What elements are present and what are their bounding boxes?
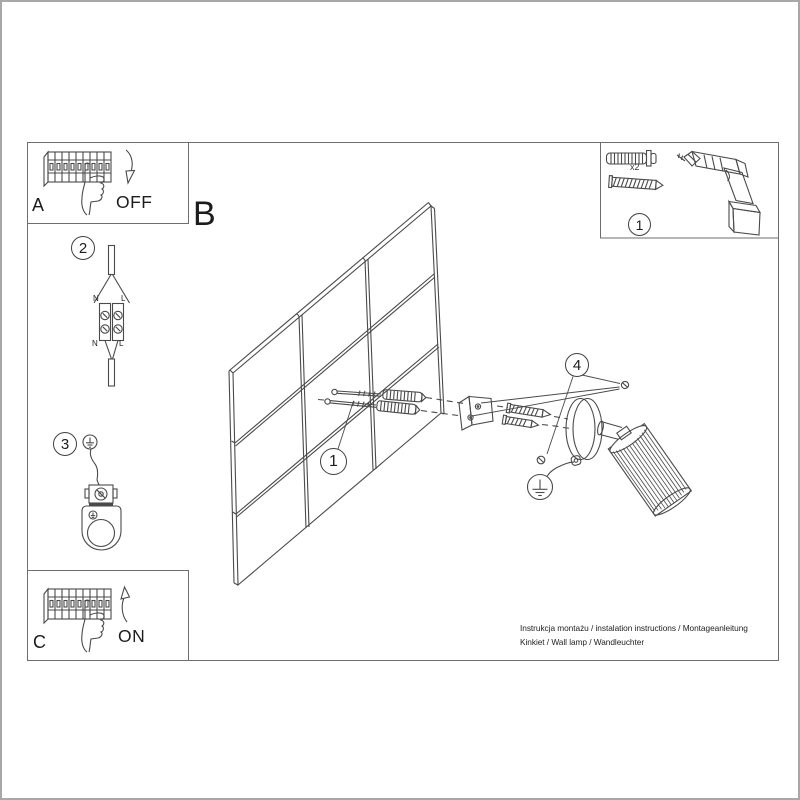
dowel-quantity-label: x2 bbox=[630, 162, 640, 172]
step-badge-wall: 1 bbox=[320, 448, 347, 475]
arrow-down-icon bbox=[126, 150, 135, 183]
ground-symbol-small-icon bbox=[83, 435, 97, 449]
section-frames bbox=[28, 143, 779, 661]
step-badge-parts: 1 bbox=[628, 213, 651, 236]
step-badge-wiring: 2 bbox=[71, 236, 95, 260]
hand-press-on-icon bbox=[82, 600, 104, 652]
step-badge-ground: 3 bbox=[53, 432, 77, 456]
footer-line-2: Kinkiet / Wall lamp / Wandleuchter bbox=[520, 636, 645, 647]
wire-label-l-bottom: L bbox=[119, 339, 124, 348]
step-badge-screws: 4 bbox=[565, 353, 589, 377]
drill-icon bbox=[677, 152, 760, 236]
ground-wire bbox=[90, 449, 99, 485]
hand-press-off-icon bbox=[82, 163, 104, 215]
breaker-panel-off-icon bbox=[44, 152, 111, 186]
wall-dowel-1 bbox=[383, 390, 427, 403]
leader-lines bbox=[338, 375, 620, 454]
wall-dowel-2 bbox=[376, 401, 420, 415]
arrow-up-icon bbox=[121, 587, 130, 622]
instruction-art bbox=[2, 2, 800, 800]
frame-a-outline bbox=[28, 143, 189, 224]
section-c-label: C bbox=[33, 632, 46, 652]
terminal-block bbox=[85, 485, 117, 507]
lamp-shade bbox=[604, 417, 694, 519]
wall-lamp-drawing bbox=[566, 399, 693, 519]
switch-on-label: ON bbox=[118, 626, 146, 646]
frame-c-outline bbox=[28, 571, 189, 661]
footer-title-block bbox=[520, 622, 748, 650]
ground-symbol-lamp-icon bbox=[528, 462, 575, 499]
small-screw-a-icon bbox=[621, 381, 628, 388]
mounting-bracket-step3 bbox=[82, 506, 121, 550]
section-b-label: B bbox=[193, 195, 216, 233]
frame-b-outline bbox=[28, 143, 779, 661]
wire-label-l-top: L bbox=[121, 294, 126, 303]
footer-line-1: Instrukcja montażu / instalation instructions / Montageanleitung bbox=[520, 623, 748, 633]
small-screw-b-icon bbox=[537, 456, 545, 464]
wall-screw-1 bbox=[332, 389, 381, 396]
wire-label-n-top: N bbox=[93, 294, 99, 303]
wire-label-n-bottom: N bbox=[92, 339, 98, 348]
wire-connector-diagram bbox=[94, 246, 130, 387]
section-a-label: A bbox=[32, 195, 45, 215]
breaker-panel-on-icon bbox=[44, 589, 111, 623]
switch-off-label: OFF bbox=[116, 192, 153, 212]
bracket-screw-2 bbox=[502, 415, 539, 430]
screw-icon bbox=[609, 176, 664, 192]
